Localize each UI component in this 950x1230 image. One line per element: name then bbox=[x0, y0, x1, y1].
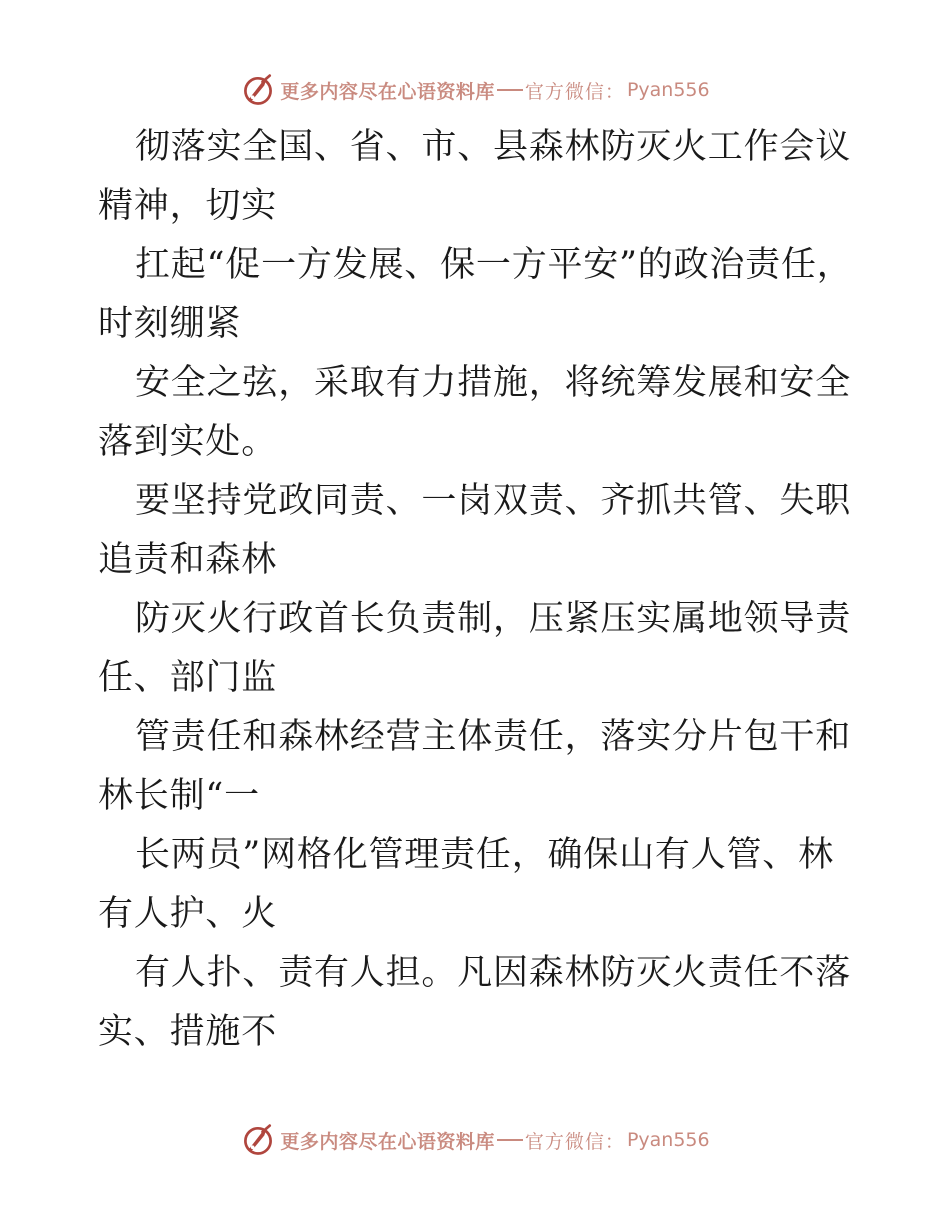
header-dash-divider bbox=[497, 89, 523, 91]
footer-site-text: 更多内容尽在心语资料库 bbox=[280, 1130, 495, 1153]
pen-logo-icon bbox=[240, 72, 276, 108]
footer-wechat-id: Pyan556 bbox=[626, 1129, 710, 1151]
header-banner-text bbox=[280, 77, 709, 104]
document-body bbox=[98, 118, 868, 1062]
paragraph-1: 彻落实全国、省、市、县森林防灭火工作会议精神，切实 bbox=[98, 127, 852, 226]
header-wechat-label: 官方微信： bbox=[524, 80, 625, 103]
paragraph-6: 管责任和森林经营主体责任，落实分片包干和林长制“一 bbox=[98, 717, 852, 816]
pen-logo-icon bbox=[240, 1122, 276, 1158]
paragraph-7: 长两员”网格化管理责任，确保山有人管、林有人护、火 bbox=[98, 835, 834, 934]
paragraph-2: 扛起“促一方发展、保一方平安”的政治责任，时刻绷紧 bbox=[98, 245, 853, 344]
header-banner bbox=[0, 70, 950, 110]
paragraph-4: 要坚持党政同责、一岗双责、齐抓共管、失职追责和森林 bbox=[98, 481, 852, 580]
header-wechat-id: Pyan556 bbox=[626, 79, 710, 101]
paragraph-3: 安全之弦，采取有力措施，将统筹发展和安全落到实处。 bbox=[98, 363, 852, 462]
header-site-text: 更多内容尽在心语资料库 bbox=[280, 80, 495, 103]
paragraph-8: 有人扑、责有人担。凡因森林防灭火责任不落实、措施不 bbox=[98, 953, 852, 1052]
footer-banner bbox=[0, 1120, 950, 1160]
footer-dash-divider bbox=[497, 1139, 523, 1141]
paragraph-5: 防灭火行政首长负责制，压紧压实属地领导责任、部门监 bbox=[98, 599, 852, 698]
footer-wechat-label: 官方微信： bbox=[524, 1130, 625, 1153]
footer-banner-text bbox=[280, 1127, 709, 1154]
